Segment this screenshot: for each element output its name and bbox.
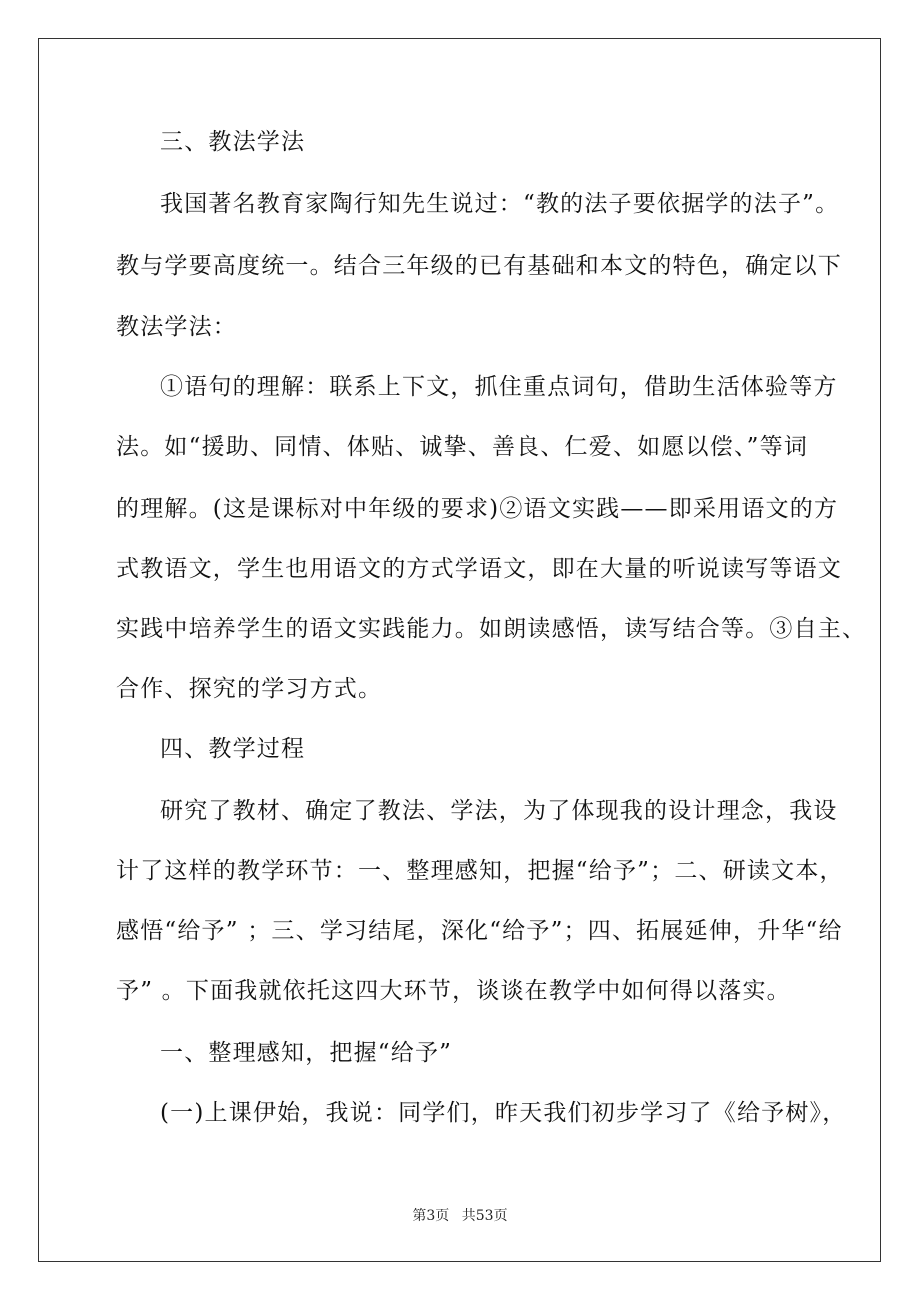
paragraph-line: 计了这样的教学环节：一、整理感知，把握“给予”；二、研读文本， [116,858,844,884]
paragraph-line: 我国著名教育家陶行知先生说过：“教的法子要依据学的法子”。 [160,191,840,217]
section-heading-teaching-process: 四、教学过程 [160,736,306,762]
paragraph-line: 研究了教材、确定了教法、学法，为了体现我的设计理念，我设 [160,798,838,824]
paragraph-line: 的理解。(这是课标对中年级的要求)②语文实践——即采用语文的方 [116,496,839,522]
paragraph-line: 予” 。下面我就依托这四大环节，谈谈在教学中如何得以落实。 [116,978,791,1004]
paragraph-line: 合作、探究的学习方式。 [116,676,383,702]
paragraph-line: 教与学要高度统一。结合三年级的已有基础和本文的特色，确定以下 [116,253,842,279]
page-total: 共53页 [461,1208,508,1224]
paragraph-line: 感悟“给予” ；三、学习结尾，深化“给予”；四、拓展延伸，升华“给 [116,918,843,944]
paragraph-line: (一)上课伊始，我说：同学们，昨天我们初步学习了《给予树》， [160,1100,847,1126]
page-footer [0,1206,920,1226]
section-heading-teaching-methods: 三、教法学法 [160,129,306,155]
paragraph-line: 法。如“援助、同情、体贴、诚挚、善良、仁爱、如愿以偿、”等词 [116,434,809,460]
paragraph-line: 式教语文，学生也用语文的方式学语文，即在大量的听说读写等语文 [116,556,842,582]
page-number: 第3页 [412,1208,450,1224]
subsection-heading: 一、整理感知，把握“给予” [160,1040,453,1066]
paragraph-line: 实践中培养学生的语文实践能力。如朗读感悟，读写结合等。③自主、 [116,616,867,642]
page-border [38,38,881,1262]
paragraph-line: ①语句的理解：联系上下文，抓住重点词句，借助生活体验等方 [160,374,838,400]
paragraph-line: 教法学法： [116,314,237,340]
